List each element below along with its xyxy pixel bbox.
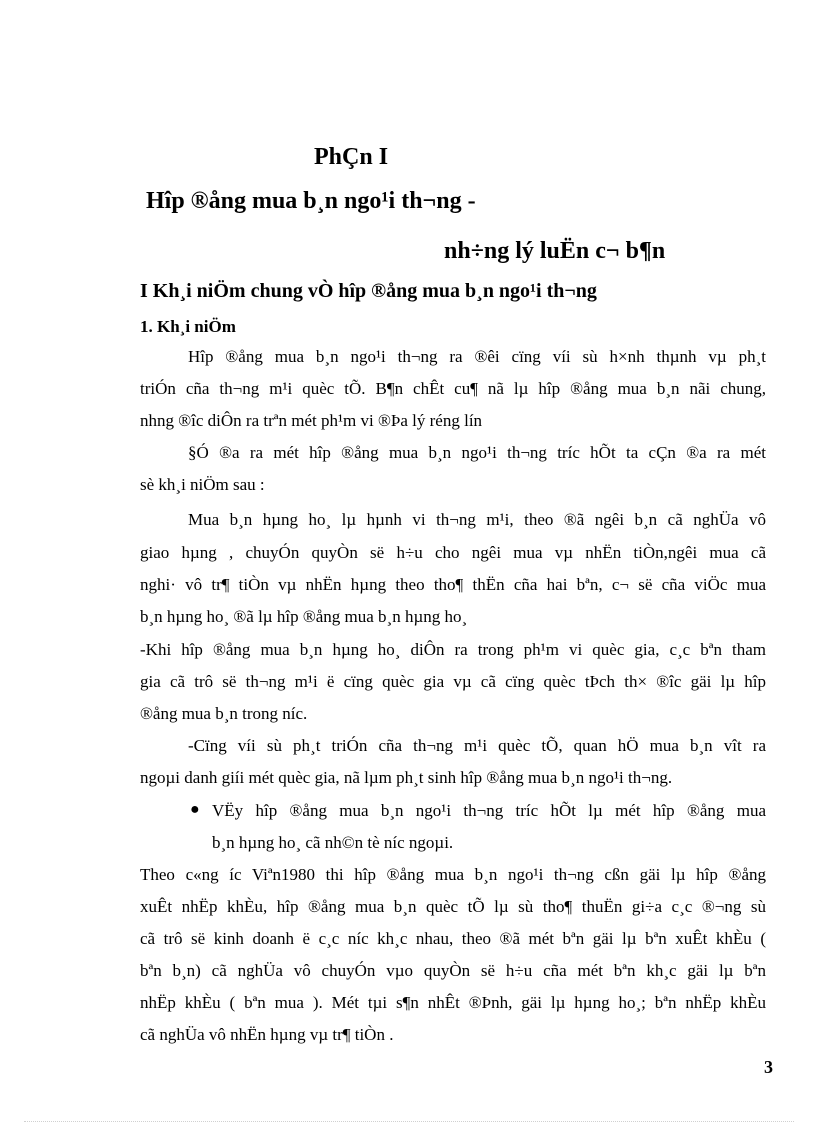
main-title-line2: nh÷ng lý luËn c¬ b¶n bbox=[444, 238, 666, 264]
paragraph-line: Hîp ®ång mua b¸n ngo¹i th¬ng ra ®êi cïng víi sù h×nh thµnh vµ ph¸t bbox=[188, 347, 766, 366]
paragraph-line: cã trô së kinh doanh ë c¸c níc kh¸c nhau, theo ®ã mét bªn gäi lµ bªn xuÊt khÈu ( bbox=[140, 929, 766, 948]
paragraph-line: ®ång mua b¸n trong níc. bbox=[140, 704, 308, 723]
paragraph-line: giao hµng , chuyÓn quyÒn së h÷u cho ngêi mua vµ nhËn tiÒn,ngêi mua cã bbox=[140, 543, 766, 562]
subsection-heading: 1. Kh¸i niÖm bbox=[140, 317, 236, 336]
paragraph-line: cã nghÜa vô nhËn hµng vµ tr¶ tiÒn . bbox=[140, 1025, 394, 1044]
paragraph-line: b¸n hµng ho¸ ®ã lµ hîp ®ång mua b¸n hµng ho¸ bbox=[140, 607, 468, 626]
bullet-line: VËy hîp ®ång mua b¸n ngo¹i th¬ng tríc hÕt lµ mét hîp ®ång mua bbox=[212, 801, 766, 820]
paragraph-line: nghi· vô tr¶ tiÒn vµ nhËn hµng theo tho¶ thËn cña hai bªn, c¬ së cña viÖc mua bbox=[140, 575, 766, 594]
paragraph-line: ngoµi danh giíi mét quèc gia, nã lµm ph¸t sinh hîp ®ång mua b¸n ngo¹i th¬ng. bbox=[140, 768, 673, 787]
bullet-icon: ● bbox=[190, 801, 200, 818]
paragraph-line: bªn b¸n) cã nghÜa vô chuyÓn vµo quyÒn së h÷u cña mét bªn kh¸c gäi lµ bªn bbox=[140, 961, 766, 980]
paragraph-line: xuÊt nhËp khÈu, hîp ®ång mua b¸n quèc tÕ lµ sù tho¶ thuËn gi÷a c¸c ®¬ng sù bbox=[140, 897, 766, 916]
paragraph-line: nhng ®îc diÔn ra trªn mét ph¹m vi ®Þa lý réng lín bbox=[140, 411, 483, 430]
paragraph-line: -Khi hîp ®ång mua b¸n hµng ho¸ diÔn ra trong ph¹m vi quèc gia, c¸c bªn tham bbox=[140, 640, 766, 659]
section-heading: I Kh¸i niÖm chung vÒ hîp ®ång mua b¸n ngo¹i th¬ng bbox=[140, 280, 597, 302]
paragraph-line: -Cïng víi sù ph¸t triÓn cña th¬ng m¹i quèc tÕ, quan hÖ mua b¸n vît ra bbox=[188, 736, 766, 755]
paragraph-line: Theo c«ng íc Viªn1980 thi hîp ®ång mua b¸n ngo¹i th¬ng cßn gäi lµ hîp ®ång bbox=[140, 865, 766, 884]
footer-divider bbox=[24, 1121, 794, 1122]
paragraph-line: nhËp khÈu ( bªn mua ). Mét tµi s¶n nhÊt ®Þnh, gäi lµ hµng ho¸; bªn nhËp khÈu bbox=[140, 993, 766, 1012]
page-number: 3 bbox=[764, 1057, 773, 1077]
paragraph-line: triÓn cña th¬ng m¹i quèc tÕ. B¶n chÊt cu¶ nã lµ hîp ®ång mua b¸n nãi chung, bbox=[140, 379, 766, 398]
paragraph-line: Mua b¸n hµng ho¸ lµ hµnh vi th¬ng m¹i, theo ®ã ngêi b¸n cã nghÜa vô bbox=[188, 510, 766, 529]
bullet-line: b¸n hµng ho¸ cã nh©n tè níc ngoµi. bbox=[212, 833, 454, 852]
main-title-line1: Hîp ®ång mua b¸n ngo¹i th¬ng - bbox=[146, 188, 476, 214]
part-title: PhÇn I bbox=[314, 144, 389, 170]
paragraph-line: gia cã trô së th¬ng m¹i ë cïng quèc gia vµ cã cïng quèc tÞch th× ®îc gäi lµ hîp bbox=[140, 672, 766, 691]
paragraph-line: §Ó ®a ra mét hîp ®ång mua b¸n ngo¹i th¬ng tríc hÕt ta cÇn ®a ra mét bbox=[188, 443, 766, 462]
paragraph-line: sè kh¸i niÖm sau : bbox=[140, 475, 265, 494]
